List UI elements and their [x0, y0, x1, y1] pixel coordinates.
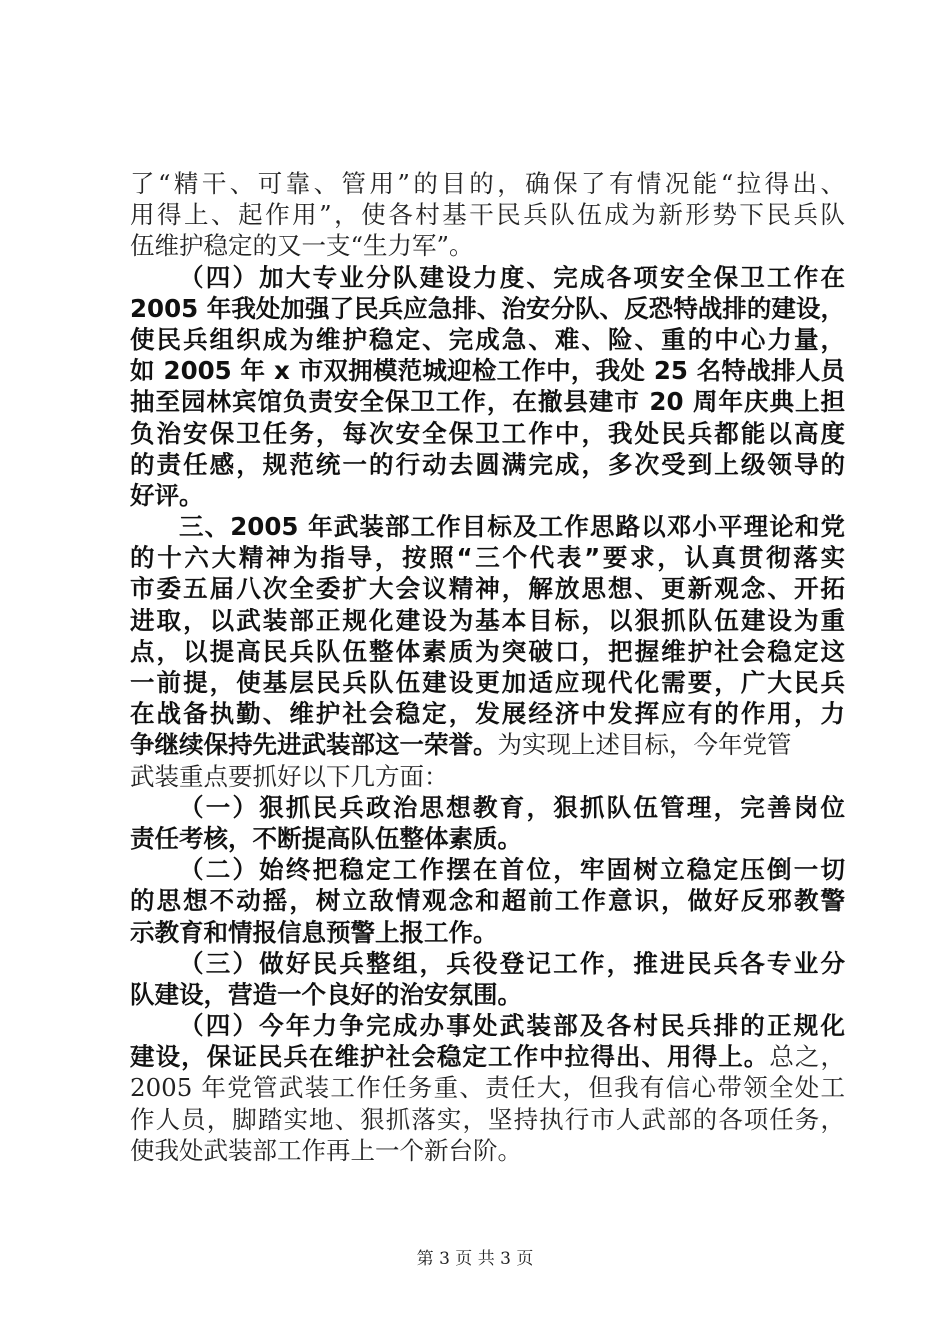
text-line: 负治安保卫任务，每次安全保卫工作中，我处民兵都能以高度 — [130, 418, 845, 448]
text-line: 一前提，使基层民兵队伍建设更加适应现代化需要，广大民兵 — [130, 668, 845, 697]
document-body — [130, 168, 845, 1166]
text-line: 2005 年我处加强了民兵应急排、治安分队、反恐特战排的建设， — [130, 293, 845, 323]
text-line: 伍维护稳定的又一支“生力军”。 — [130, 231, 474, 261]
text-line: 市委五届八次全委扩大会议精神，解放思想、更新观念、开拓 — [130, 574, 845, 604]
text-segment: 建设，保证民兵在维护社会稳定工作中拉得出、用得上。 — [130, 1042, 770, 1072]
text-line: 在战备执勤、维护社会稳定，发展经济中发挥应有的作用，力 — [130, 699, 845, 729]
text-line: 抽至园林宾馆负责安全保卫工作，在撤县建市 20 周年庆典上担 — [130, 387, 845, 417]
text-line: 使民兵组织成为维护稳定、完成急、难、险、重的中心力量， — [130, 324, 845, 354]
text-line: 队建设，营造一个良好的治安氛围。 — [130, 979, 522, 1009]
text-line: 使我处武装部工作再上一个新台阶。 — [130, 1135, 522, 1165]
text-line: 的十六大精神为指导，按照“三个代表”要求，认真贯彻落实 — [130, 543, 845, 573]
text-line: （四）加大专业分队建设力度、完成各项安全保卫工作在 — [179, 262, 845, 292]
text-line: 进取，以武装部正规化建设为基本目标，以狠抓队伍建设为重 — [130, 605, 845, 635]
text-line: 责任考核，不断提高队伍整体素质。 — [130, 823, 522, 853]
text-line: 三、2005 年武装部工作目标及工作思路以邓小平理论和党 — [179, 512, 845, 542]
text-line: （二）始终把稳定工作摆在首位，牢固树立稳定压倒一切 — [179, 855, 845, 885]
text-line: 点，以提高民兵队伍整体素质为突破口，把握维护社会稳定这 — [130, 636, 845, 666]
text-line: 2005 年党管武装工作任务重、责任大，但我有信心带领全处工 — [130, 1073, 845, 1103]
text-segment: 总之， — [769, 1042, 846, 1072]
text-line: 好评。 — [130, 480, 204, 510]
text-line: （三）做好民兵整组，兵役登记工作，推进民兵各专业分 — [179, 948, 845, 978]
text-line: 了“精干、可靠、管用”的目的，确保了有情况能“拉得出、 — [130, 169, 845, 198]
text-line: （四）今年力争完成办事处武装部及各村民兵排的正规化 — [179, 1011, 845, 1041]
text-line: 如 2005 年 x 市双拥模范城迎检工作中，我处 25 名特战排人员 — [130, 356, 845, 386]
text-line — [130, 1041, 845, 1072]
text-line: 的责任感，规范统一的行动去圆满完成，多次受到上级领导的 — [130, 449, 845, 479]
text-segment: 争继续保持先进武装部这一荣誉。 — [130, 730, 498, 760]
text-line: 作人员，脚踏实地、狠抓落实，坚持执行市人武部的各项任务， — [130, 1104, 845, 1134]
page-number-footer: 第 3 页 共 3 页 — [416, 1249, 534, 1269]
text-line: 的思想不动摇，树立敌情观念和超前工作意识，做好反邪教警 — [130, 886, 845, 916]
text-line — [130, 729, 845, 760]
text-line: （一）狠抓民兵政治思想教育，狠抓队伍管理，完善岗位 — [179, 792, 845, 822]
text-line: 武装重点要抓好以下几方面： — [130, 761, 449, 791]
text-line: 用得上、起作用”，使各村基干民兵队伍成为新形势下民兵队 — [130, 200, 845, 230]
text-line: 示教育和情报信息预警上报工作。 — [130, 917, 498, 947]
text-segment: 为实现上述目标，今年党管 — [497, 730, 792, 760]
